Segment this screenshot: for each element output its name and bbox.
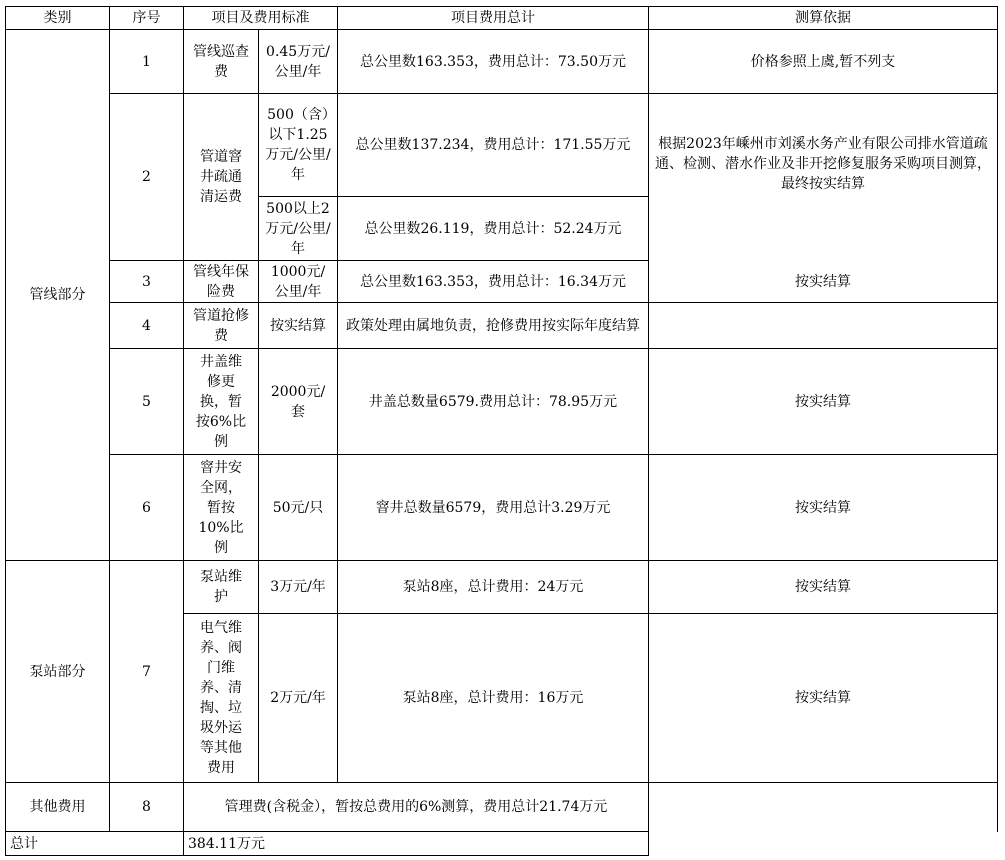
row5-item: 井盖维修更换，暂按6%比例 [195,353,247,450]
row1-std: 0.45万元/公里/年 [266,43,330,80]
row2-std-b: 500以上2万元/公里/年 [265,200,331,257]
row7-seq: 7 [142,663,151,680]
row7-std-a: 3万元/年 [270,579,326,595]
rule [5,855,648,856]
row4-seq: 4 [142,317,151,334]
sum-label: 总计 [10,835,38,852]
row2-seq: 2 [142,169,151,185]
row6-seq: 6 [142,499,151,516]
row7-std-b: 2万元/年 [270,690,326,706]
category-pipeline: 管线部分 [29,287,86,303]
row8-desc: 管理费(含税金），暂按总费用的6%测算，费用总计21.74万元 [224,799,608,815]
row3-total: 总公里数163.353，费用总计：16.34万元 [360,273,626,290]
row1-basis: 价格参照上虞,暂不列支 [750,53,896,70]
row4-item: 管道抢修费 [193,307,249,344]
row3-item: 管线年保险费 [193,263,249,300]
row8-seq: 8 [142,799,151,815]
row5-std: 2000元/套 [270,383,326,420]
row7-item-b: 电气维养、阀门维养、清掏、垃圾外运等其他费用 [200,620,242,776]
header-item-std: 项目及费用标准 [211,10,310,26]
header-seq: 序号 [132,10,161,26]
row3-seq: 3 [142,273,151,290]
row3-basis: 按实结算 [795,273,851,290]
header-total: 项目费用总计 [451,10,535,26]
category-other: 其他费用 [29,799,86,815]
rule [183,6,184,856]
row5-total: 井盖总数量6579.费用总计：78.95万元 [368,393,618,410]
row6-total: 窨井总数量6579，费用总计3.29万元 [375,499,611,516]
row7-item-a: 泵站维护 [200,569,242,605]
row7-basis-a: 按实结算 [795,579,851,595]
row3-std: 1000元/公里/年 [270,263,326,300]
row7-basis-b: 按实结算 [795,690,851,706]
row4-basis [649,303,997,348]
rule [997,6,998,832]
row2-basis: 根据2023年嵊州市刘溪水务产业有限公司排水管道疏通、检测、潜水作业及非开挖修复服务采购项目测算，最终按实结算 [655,136,991,192]
row6-basis: 按实结算 [795,499,851,516]
row7-total-a: 泵站8座，总计费用：24万元 [402,579,584,595]
row1-seq: 1 [142,53,151,70]
row5-seq: 5 [142,393,151,410]
row1-item: 管线巡查费 [193,43,249,80]
row1-total: 总公里数163.353，费用总计：73.50万元 [360,53,626,70]
header-category: 类别 [43,10,72,26]
row7-total-b: 泵站8座，总计费用：16万元 [402,690,584,706]
row4-total: 政策处理由属地负责，抢修费用按实际年度结算 [346,317,640,334]
row2-total-b: 总公里数26.119，费用总计：52.24万元 [364,220,622,237]
row6-item: 窨井安全网，暂按10%比例 [198,459,244,556]
row2-item: 管道窨井疏通清运费 [200,149,242,205]
sum-value: 384.11万元 [188,835,265,852]
rule [258,29,259,782]
row5-basis: 按实结算 [795,393,851,410]
row2-total-a: 总公里数137.234，费用总计：171.55万元 [355,137,631,153]
row6-std: 50元/只 [272,499,324,516]
row4-std: 按实结算 [270,317,326,334]
category-pump: 泵站部分 [29,663,86,680]
row2-std-a: 500（含）以下1.25万元/公里/年 [265,107,331,183]
header-basis: 测算依据 [795,10,851,26]
